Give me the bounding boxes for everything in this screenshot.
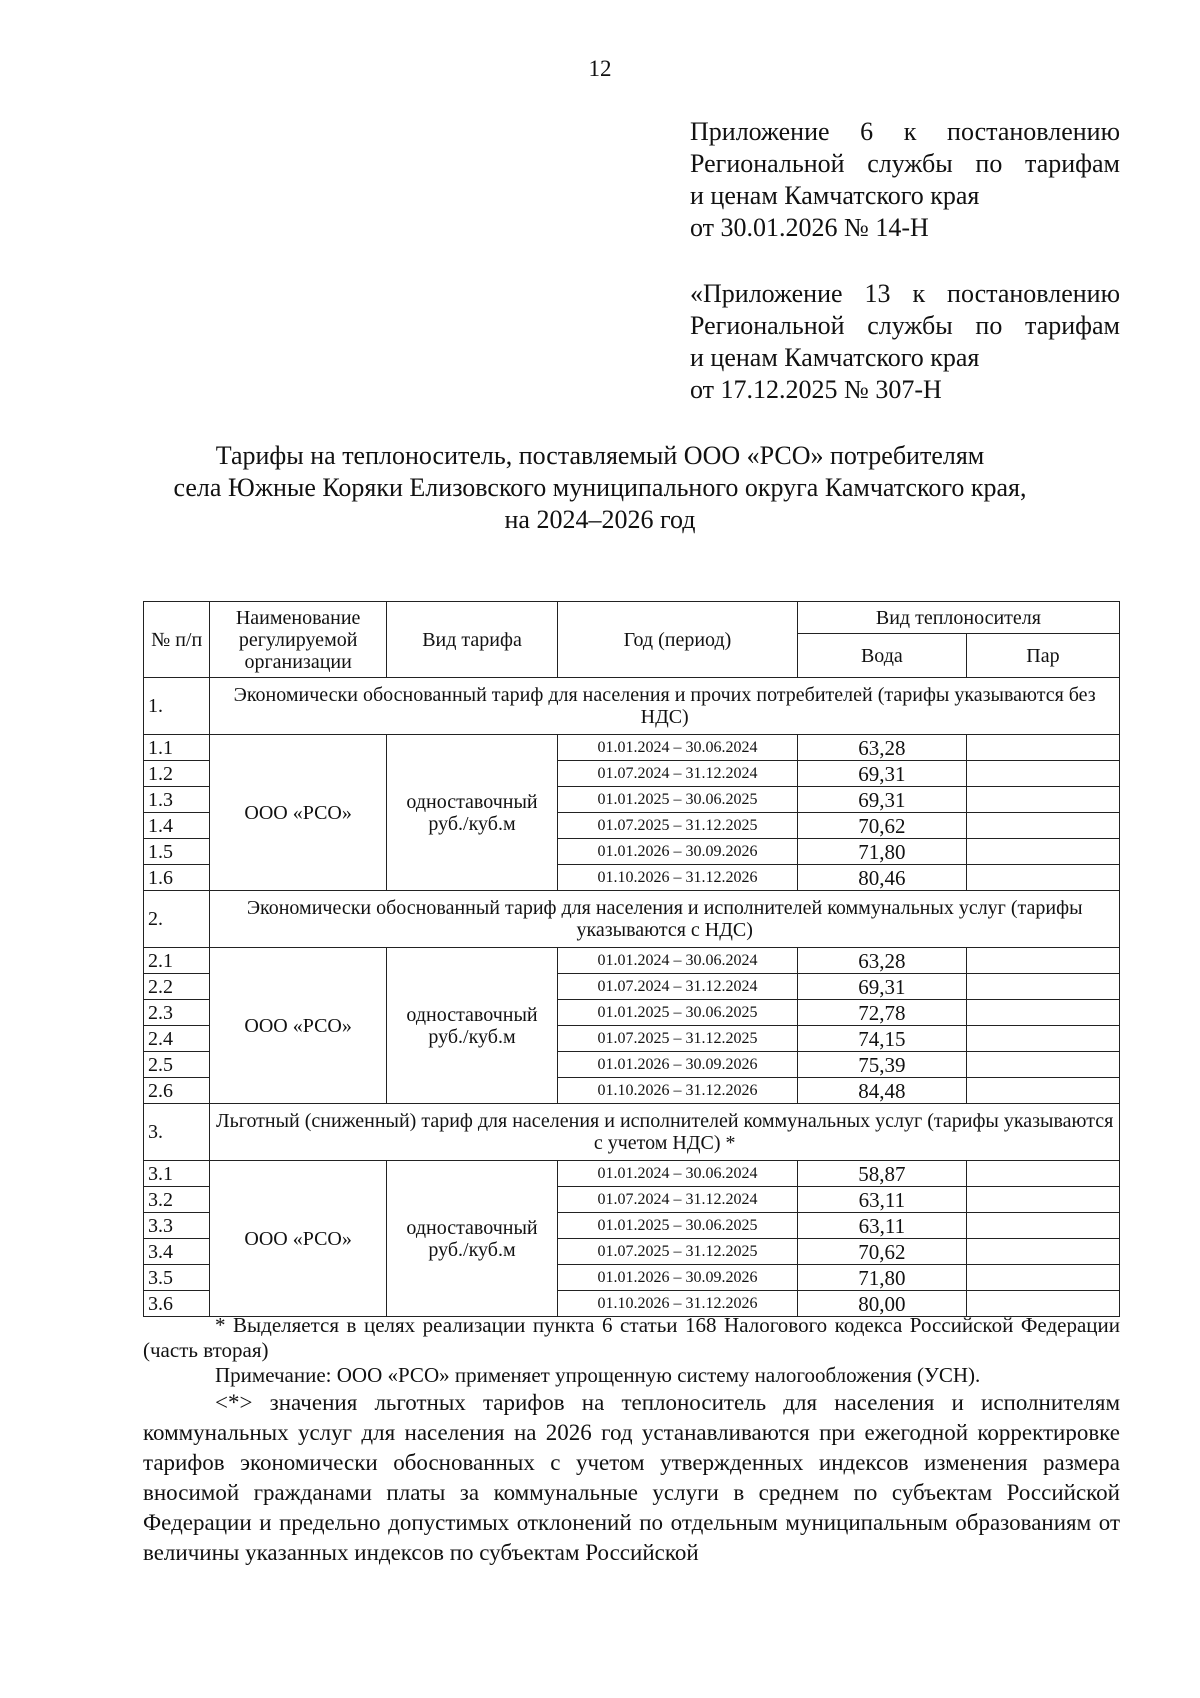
header-steam: Пар (966, 634, 1119, 678)
water-value: 71,80 (797, 1265, 966, 1291)
title-line: села Южные Коряки Елизовского муниципального округа Камчатского края, (173, 473, 1027, 502)
steam-value (966, 839, 1119, 865)
tax-note: Примечание: ООО «РСО» применяет упрощенную систему налогообложения (УСН). (215, 1363, 981, 1387)
annex-current-line: Региональной службы по тарифам (690, 149, 1120, 178)
period-cell: 01.01.2026 – 30.09.2026 (558, 1052, 798, 1078)
water-value: 63,11 (797, 1187, 966, 1213)
row-number: 1.4 (144, 813, 210, 839)
document-title (0, 440, 1200, 536)
water-value: 74,15 (797, 1026, 966, 1052)
row-number: 3.4 (144, 1239, 210, 1265)
row-number: 2.1 (144, 948, 210, 974)
row-number: 1.3 (144, 787, 210, 813)
steam-value (966, 1078, 1119, 1104)
steam-value (966, 1187, 1119, 1213)
row-number: 1.6 (144, 865, 210, 891)
annex-previous-line: «Приложение 13 к постановлению (690, 279, 1120, 308)
water-value: 69,31 (797, 974, 966, 1000)
period-cell: 01.07.2025 – 31.12.2025 (558, 813, 798, 839)
steam-value (966, 1213, 1119, 1239)
row-number: 2.2 (144, 974, 210, 1000)
water-value: 75,39 (797, 1052, 966, 1078)
table-row (144, 1161, 1120, 1187)
steam-value (966, 1239, 1119, 1265)
water-value: 80,46 (797, 865, 966, 891)
period-cell: 01.10.2026 – 31.12.2026 (558, 1078, 798, 1104)
period-cell: 01.10.2026 – 31.12.2026 (558, 865, 798, 891)
period-cell: 01.07.2024 – 31.12.2024 (558, 1187, 798, 1213)
steam-value (966, 787, 1119, 813)
row-number: 2.5 (144, 1052, 210, 1078)
annex-previous-header (690, 278, 1120, 406)
row-number: 3.1 (144, 1161, 210, 1187)
section-number: 2. (144, 891, 210, 948)
tariff-kind-cell: одноставочный руб./куб.м (386, 1161, 557, 1317)
annex-previous-line: и ценам Камчатского края (690, 343, 980, 372)
annex-previous-line: от 17.12.2025 № 307-Н (690, 375, 942, 404)
steam-value (966, 1265, 1119, 1291)
header-org: Наименование регулируемой организации (210, 602, 387, 678)
preferential-tariff-paragraph: <*> значения льготных тарифов на теплоноситель для населения и исполнителям коммунальных услуг для населения на 2026 год устанавливаются при ежегодной корректировке тарифов экономически обоснованных с учетом утвержденных индексов изменения размера вносимой гражданами платы за коммунальные услуги в среднем по субъектам Российской Федерации и предельно допустимых отклонений по отдельным муниципальным образованиям от величины указанных индексов по субъектам Российской (143, 1390, 1120, 1565)
water-value: 58,87 (797, 1161, 966, 1187)
steam-value (966, 1052, 1119, 1078)
header-num: № п/п (144, 602, 210, 678)
organization-cell: ООО «РСО» (210, 1161, 387, 1317)
row-number: 1.1 (144, 735, 210, 761)
section-title: Экономически обоснованный тариф для населения и исполнителей коммунальных услуг (тарифы указываются с НДС) (210, 891, 1120, 948)
title-line: на 2024–2026 год (504, 505, 696, 534)
table-row (144, 735, 1120, 761)
section-number: 3. (144, 1104, 210, 1161)
row-number: 2.6 (144, 1078, 210, 1104)
header-kind: Вид тарифа (386, 602, 557, 678)
row-number: 1.5 (144, 839, 210, 865)
organization-cell: ООО «РСО» (210, 735, 387, 891)
annex-current-line: и ценам Камчатского края (690, 181, 980, 210)
tariff-table (143, 601, 1120, 1317)
period-cell: 01.01.2026 – 30.09.2026 (558, 1265, 798, 1291)
steam-value (966, 1161, 1119, 1187)
header-carrier: Вид теплоносителя (797, 602, 1119, 634)
steam-value (966, 865, 1119, 891)
steam-value (966, 813, 1119, 839)
water-value: 69,31 (797, 787, 966, 813)
period-cell: 01.01.2025 – 30.06.2025 (558, 1000, 798, 1026)
tariff-kind-cell: одноставочный руб./куб.м (386, 948, 557, 1104)
title-line: Тарифы на теплоноситель, поставляемый ООО «РСО» потребителям (215, 441, 985, 470)
period-cell: 01.01.2025 – 30.06.2025 (558, 787, 798, 813)
section-title: Льготный (сниженный) тариф для населения и исполнителей коммунальных услуг (тарифы указываются с учетом НДС) * (210, 1104, 1120, 1161)
period-cell: 01.01.2024 – 30.06.2024 (558, 948, 798, 974)
section-header-row (144, 1104, 1120, 1161)
period-cell: 01.01.2024 – 30.06.2024 (558, 735, 798, 761)
period-cell: 01.07.2025 – 31.12.2025 (558, 1239, 798, 1265)
period-cell: 01.10.2026 – 31.12.2026 (558, 1291, 798, 1317)
water-value: 63,28 (797, 948, 966, 974)
water-value: 63,28 (797, 735, 966, 761)
water-value: 63,11 (797, 1213, 966, 1239)
notes-block (143, 1313, 1120, 1568)
water-value: 69,31 (797, 761, 966, 787)
steam-value (966, 974, 1119, 1000)
annex-current-line: Приложение 6 к постановлению (690, 117, 1120, 146)
organization-cell: ООО «РСО» (210, 948, 387, 1104)
footnote-vat: * Выделяется в целях реализации пункта 6 статьи 168 Налогового кодекса Российской Федерации (часть вторая) (143, 1313, 1120, 1362)
page-number: 12 (588, 56, 612, 81)
period-cell: 01.01.2026 – 30.09.2026 (558, 839, 798, 865)
row-number: 2.4 (144, 1026, 210, 1052)
period-cell: 01.07.2024 – 31.12.2024 (558, 974, 798, 1000)
row-number: 3.6 (144, 1291, 210, 1317)
row-number: 1.2 (144, 761, 210, 787)
steam-value (966, 761, 1119, 787)
steam-value (966, 1026, 1119, 1052)
annex-current-header (690, 116, 1120, 244)
header-period: Год (период) (558, 602, 798, 678)
period-cell: 01.01.2024 – 30.06.2024 (558, 1161, 798, 1187)
row-number: 2.3 (144, 1000, 210, 1026)
water-value: 72,78 (797, 1000, 966, 1026)
water-value: 84,48 (797, 1078, 966, 1104)
steam-value (966, 1000, 1119, 1026)
annex-current-line: от 30.01.2026 № 14-Н (690, 213, 929, 242)
table-row (144, 948, 1120, 974)
section-header-row (144, 678, 1120, 735)
header-water: Вода (797, 634, 966, 678)
steam-value (966, 735, 1119, 761)
annex-previous-line: Региональной службы по тарифам (690, 311, 1120, 340)
water-value: 70,62 (797, 813, 966, 839)
period-cell: 01.07.2025 – 31.12.2025 (558, 1026, 798, 1052)
water-value: 70,62 (797, 1239, 966, 1265)
row-number: 3.3 (144, 1213, 210, 1239)
steam-value (966, 948, 1119, 974)
row-number: 3.5 (144, 1265, 210, 1291)
water-value: 71,80 (797, 839, 966, 865)
water-value: 80,00 (797, 1291, 966, 1317)
row-number: 3.2 (144, 1187, 210, 1213)
period-cell: 01.07.2024 – 31.12.2024 (558, 761, 798, 787)
period-cell: 01.01.2025 – 30.06.2025 (558, 1213, 798, 1239)
section-title: Экономически обоснованный тариф для населения и прочих потребителей (тарифы указываются без НДС) (210, 678, 1120, 735)
section-header-row (144, 891, 1120, 948)
section-number: 1. (144, 678, 210, 735)
tariff-kind-cell: одноставочный руб./куб.м (386, 735, 557, 891)
